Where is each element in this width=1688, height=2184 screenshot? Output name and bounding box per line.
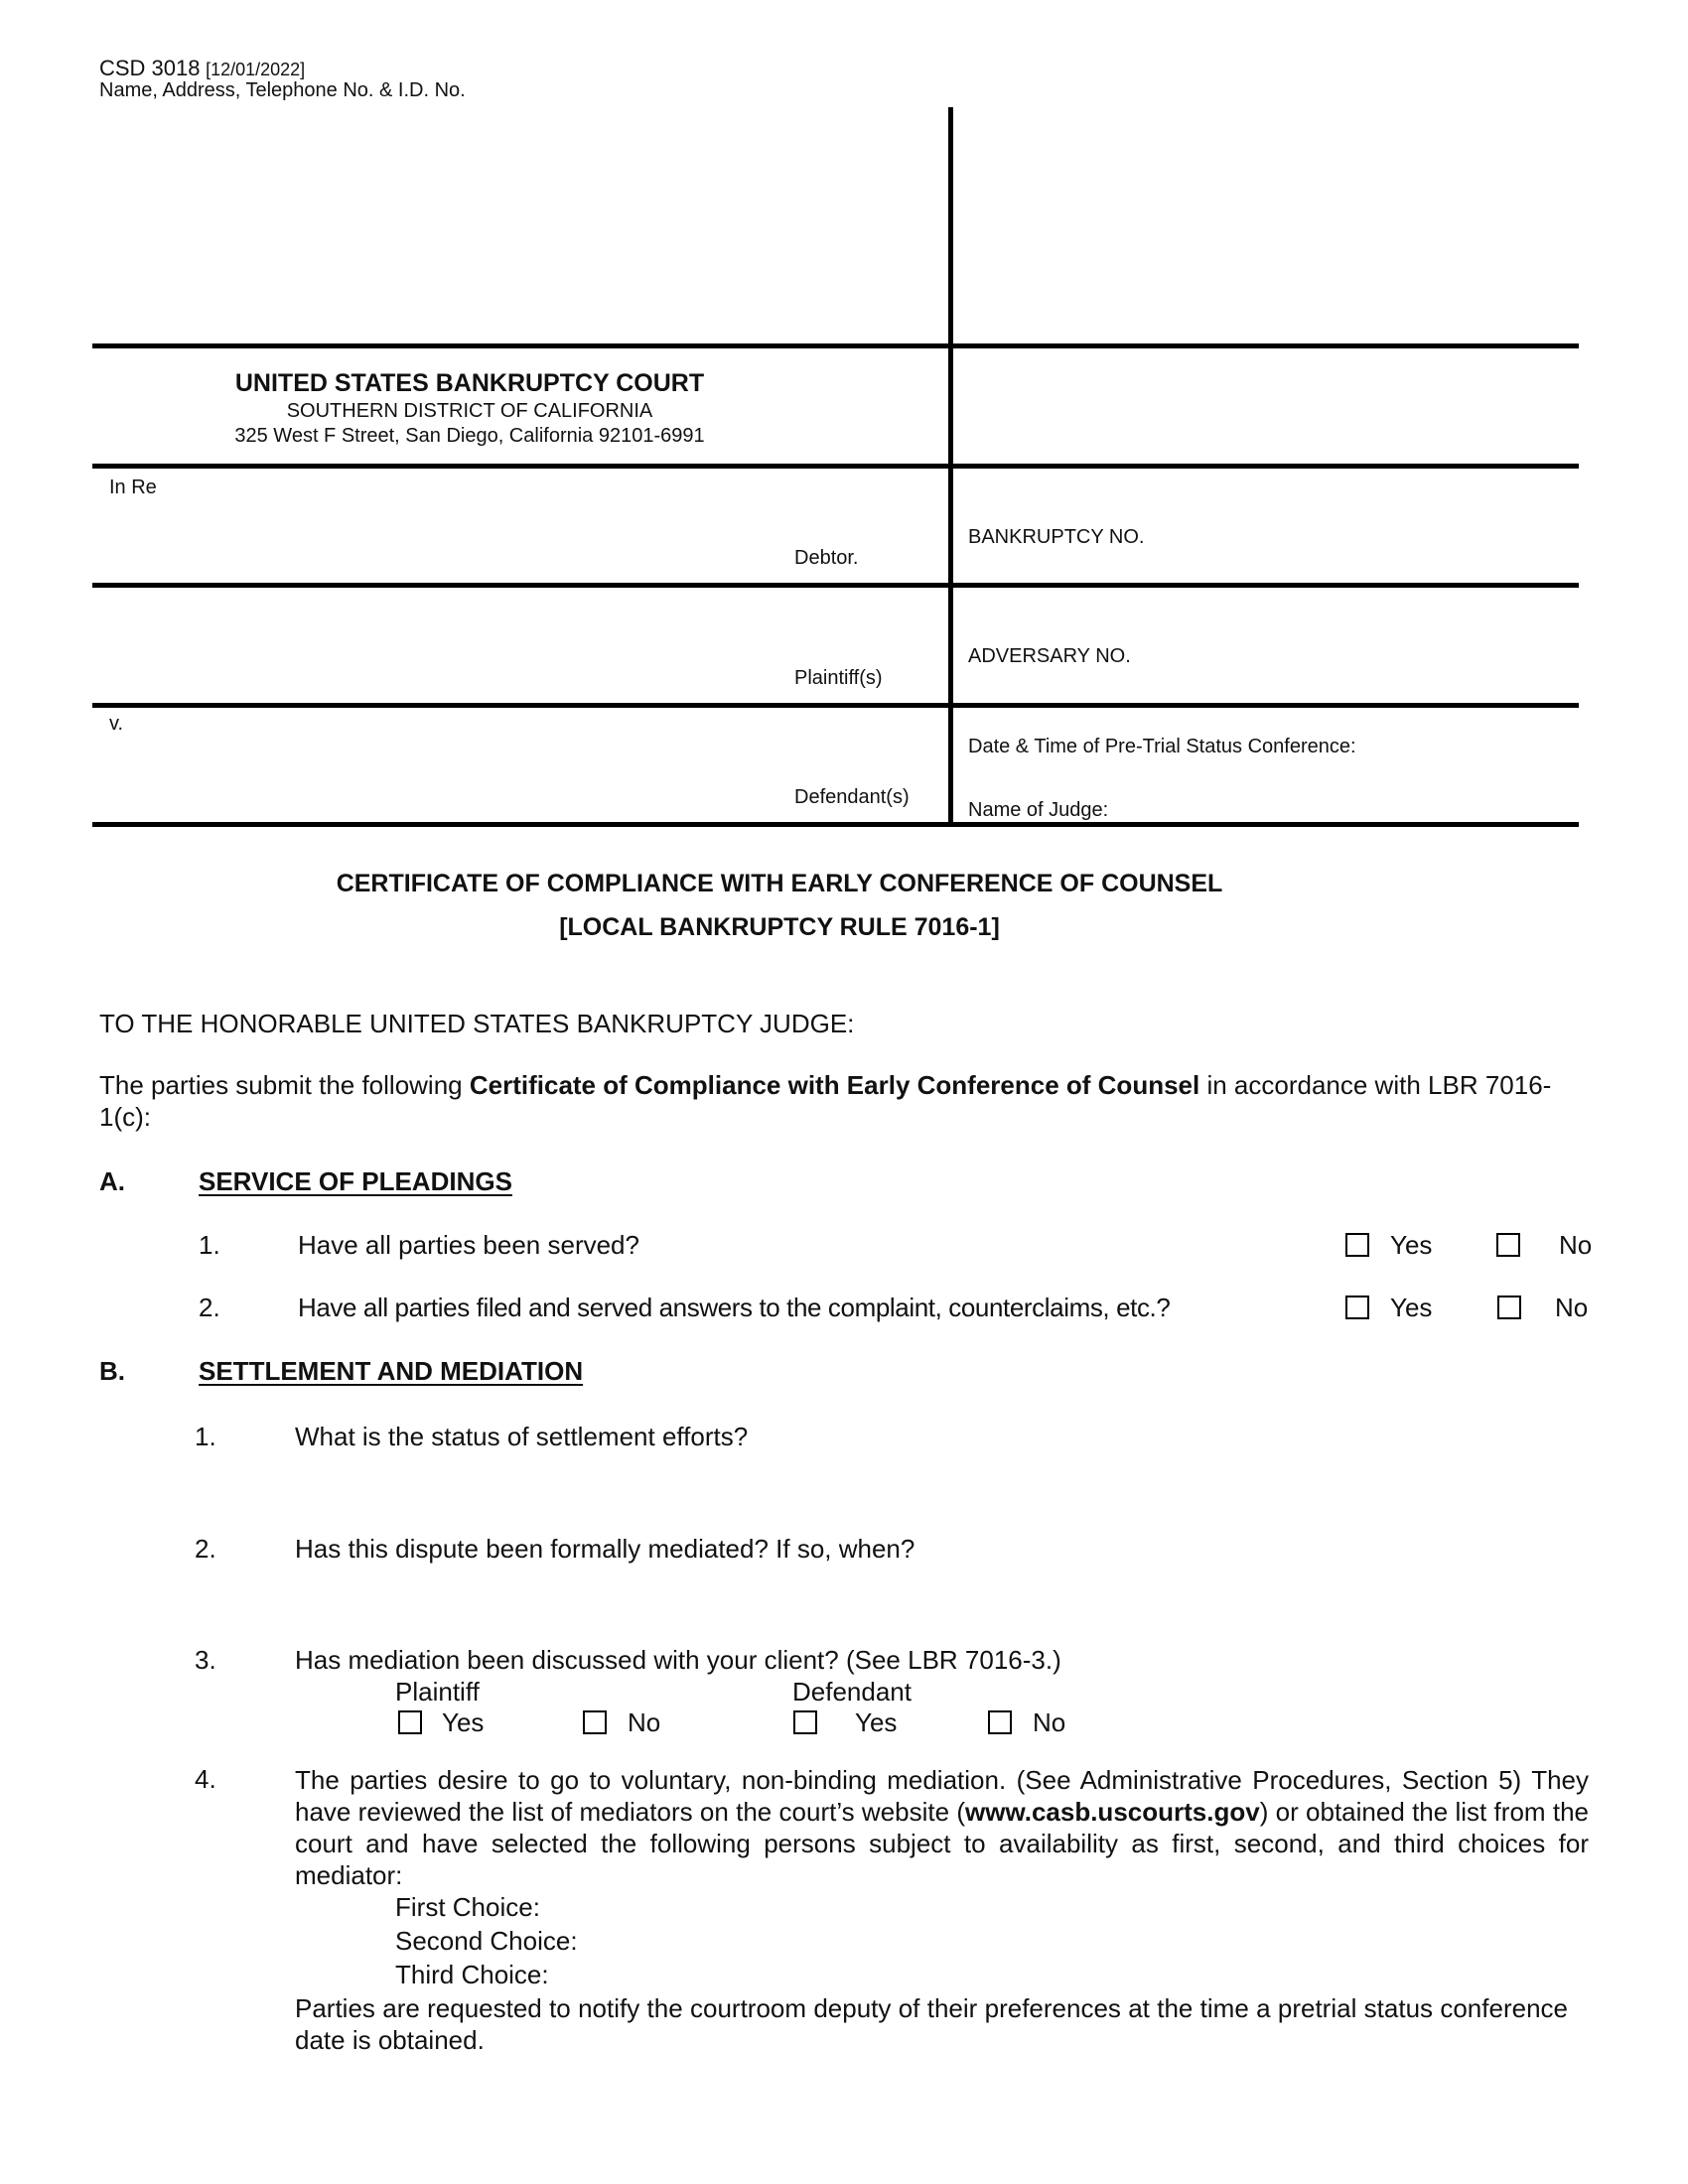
caption-line-3 — [92, 583, 1579, 588]
b3-plaintiff-yes-checkbox[interactable] — [398, 1710, 422, 1734]
defendants-label: Defendant(s) — [794, 786, 910, 808]
b3-plaintiff-label: Plaintiff — [395, 1677, 480, 1706]
form-number-line — [99, 56, 305, 81]
b3-defendant-yes-checkbox[interactable] — [793, 1710, 817, 1734]
a1-question: Have all parties been served? — [298, 1230, 639, 1260]
b2-question: Has this dispute been formally mediated? If so, when? — [295, 1534, 915, 1564]
debtor-label: Debtor. — [794, 547, 859, 569]
b4-number: 4. — [195, 1764, 216, 1794]
section-a-heading: SERVICE OF PLEADINGS — [199, 1166, 512, 1196]
intro-pre: The parties submit the following — [99, 1070, 470, 1100]
attorney-info-box[interactable] — [92, 107, 946, 341]
b3-defendant-no-checkbox[interactable] — [988, 1710, 1012, 1734]
a2-yes-label: Yes — [1390, 1293, 1433, 1322]
intro-post: in accordance with LBR 7016-1(c): — [99, 1070, 1552, 1132]
court-block — [92, 369, 946, 448]
intro-paragraph — [99, 1069, 1589, 1133]
attorney-label: Name, Address, Telephone No. & I.D. No. — [99, 79, 466, 101]
form-number: CSD 3018 — [99, 56, 201, 80]
a2-question: Have all parties filed and served answers to the complaint, counterclaims, etc.? — [298, 1293, 1171, 1322]
b3-defendant-label: Defendant — [792, 1677, 912, 1706]
b4-text-post: ) or obtained the list from the court and have selected the following persons subject to availability as first, second, and third choices for mediator: — [295, 1797, 1589, 1890]
b4-website: www.casb.uscourts.gov — [965, 1797, 1260, 1827]
b3-plaintiff-no-label: No — [628, 1707, 661, 1737]
b1-question: What is the status of settlement efforts? — [295, 1422, 749, 1451]
court-use-box[interactable] — [955, 107, 1579, 341]
b4-third-choice: Third Choice: — [395, 1960, 549, 1989]
caption-line-4 — [92, 703, 1579, 708]
title-line-1: CERTIFICATE OF COMPLIANCE WITH EARLY CONFERENCE OF COUNSEL — [336, 870, 1223, 897]
versus-label: v. — [109, 713, 124, 735]
salutation: TO THE HONORABLE UNITED STATES BANKRUPTCY JUDGE: — [99, 1009, 855, 1038]
section-b-letter: B. — [99, 1356, 125, 1386]
b3-plaintiff-no-checkbox[interactable] — [583, 1710, 607, 1734]
court-address: 325 West F Street, San Diego, California 92101-6991 — [234, 425, 705, 447]
a1-yes-label: Yes — [1390, 1230, 1433, 1260]
b4-second-choice: Second Choice: — [395, 1926, 578, 1956]
a1-no-checkbox[interactable] — [1496, 1233, 1520, 1257]
title-line-2: [LOCAL BANKRUPTCY RULE 7016-1] — [559, 913, 1000, 941]
adversary-no-label: ADVERSARY NO. — [968, 645, 1131, 667]
b1-number: 1. — [195, 1422, 216, 1451]
b3-defendant-no-label: No — [1033, 1707, 1066, 1737]
caption-line-5 — [92, 822, 1579, 827]
in-re-label: In Re — [109, 477, 157, 498]
section-a-letter: A. — [99, 1166, 125, 1196]
court-district: SOUTHERN DISTRICT OF CALIFORNIA — [286, 400, 653, 422]
b2-number: 2. — [195, 1534, 216, 1564]
plaintiffs-label: Plaintiff(s) — [794, 667, 883, 689]
caption-line-2 — [92, 464, 1579, 469]
b4-note: Parties are requested to notify the courtroom deputy of their preferences at the time a pretrial status conference date is obtained. — [295, 1993, 1568, 2055]
b3-plaintiff-yes-label: Yes — [442, 1707, 485, 1737]
a1-number: 1. — [199, 1230, 220, 1260]
a1-no-label: No — [1559, 1230, 1593, 1260]
b3-defendant-yes-label: Yes — [855, 1707, 898, 1737]
bankruptcy-no-label: BANKRUPTCY NO. — [968, 526, 1145, 548]
intro-bold: Certificate of Compliance with Early Conference of Counsel — [469, 1070, 1200, 1100]
section-b-heading: SETTLEMENT AND MEDIATION — [199, 1356, 584, 1386]
b4-paragraph — [295, 1764, 1589, 1891]
b3-question: Has mediation been discussed with your client? (See LBR 7016-3.) — [295, 1645, 1061, 1675]
judge-label: Name of Judge: — [968, 799, 1109, 821]
conference-date-label: Date & Time of Pre-Trial Status Conference: — [968, 736, 1356, 757]
court-name: UNITED STATES BANKRUPTCY COURT — [234, 369, 705, 397]
b4-first-choice: First Choice: — [395, 1892, 540, 1922]
caption-line-1 — [92, 343, 1579, 348]
b3-number: 3. — [195, 1645, 216, 1675]
a1-yes-checkbox[interactable] — [1345, 1233, 1369, 1257]
a2-no-label: No — [1555, 1293, 1589, 1322]
a2-no-checkbox[interactable] — [1497, 1296, 1521, 1319]
a2-number: 2. — [199, 1293, 220, 1322]
form-date: [12/01/2022] — [206, 60, 306, 79]
b4-text-pre: The parties desire to go to voluntary, non-binding mediation. (See Administrative Procedures, Section 5) They have reviewed the list of mediators on the court’s website ( — [295, 1765, 1589, 1827]
a2-yes-checkbox[interactable] — [1345, 1296, 1369, 1319]
